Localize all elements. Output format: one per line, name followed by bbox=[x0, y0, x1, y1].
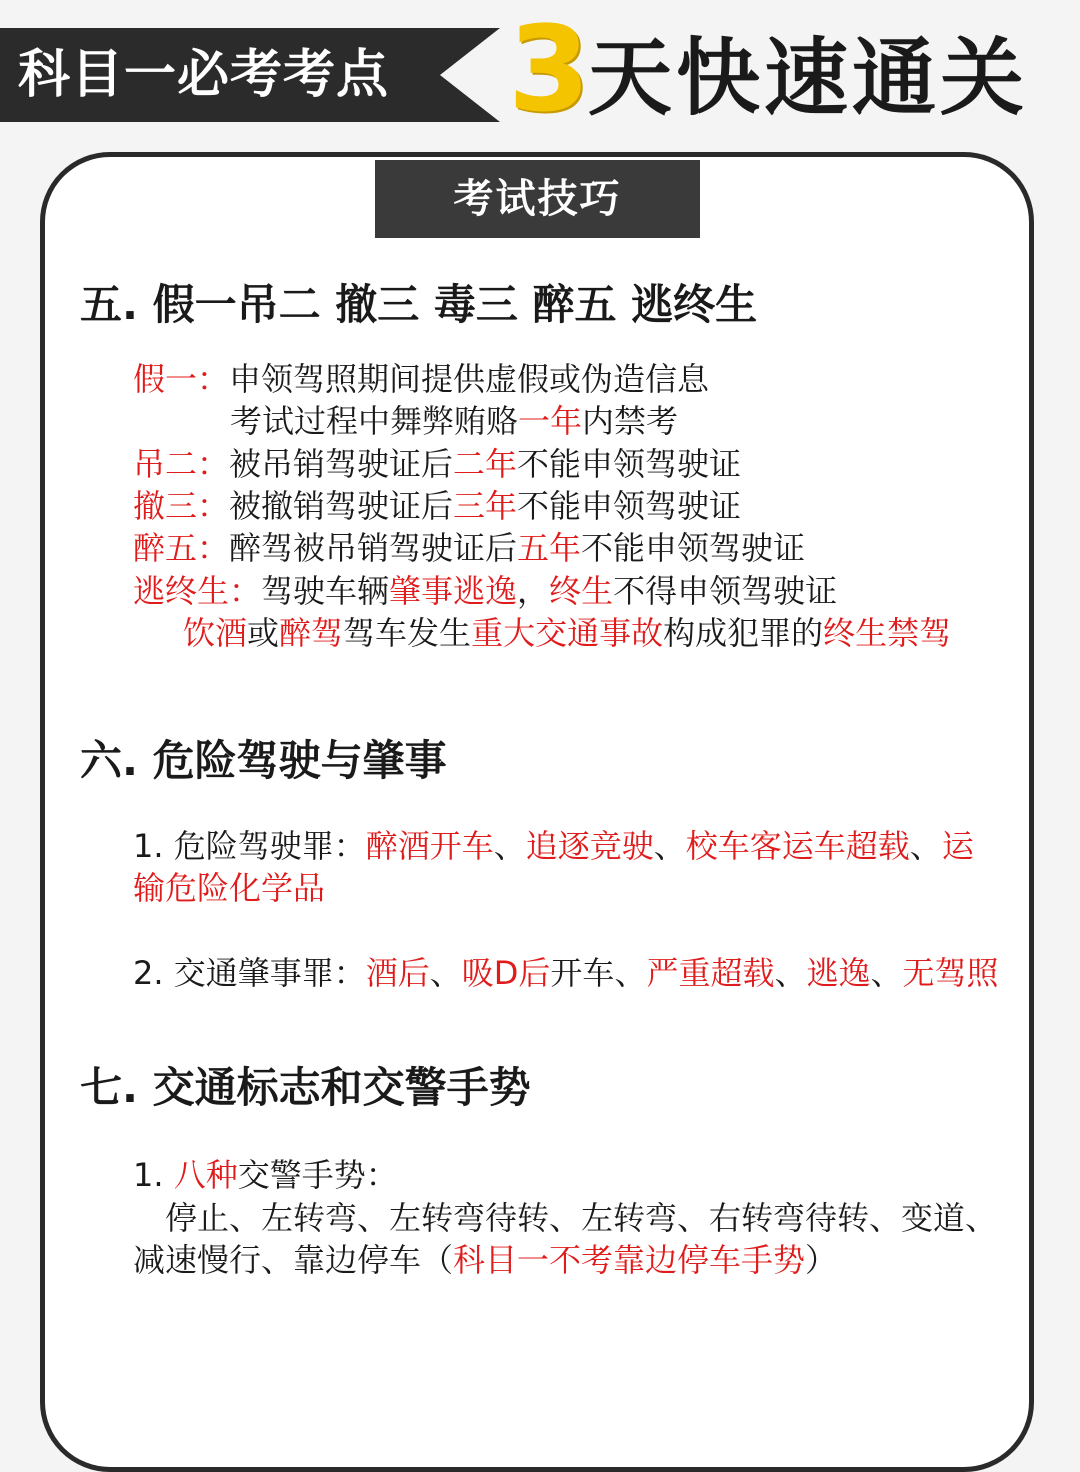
rule-highlight: 五年 bbox=[517, 529, 582, 567]
crime-sep: 、 bbox=[614, 954, 647, 992]
crime-sep: 、 bbox=[493, 827, 526, 865]
rule-label: 吊二： bbox=[133, 445, 230, 483]
rule-label: 撤三： bbox=[133, 487, 230, 525]
crime-highlight: 追逐竞驶 bbox=[525, 827, 654, 865]
rule-highlight: 重大交通事故 bbox=[471, 614, 664, 652]
crime-label: 2. 交通肇事罪： bbox=[133, 954, 366, 992]
gesture-text: 交警手势： bbox=[237, 1156, 398, 1194]
crime-sep: 、 bbox=[909, 827, 942, 865]
crime-highlight: 严重超载 bbox=[646, 954, 775, 992]
crime-highlight: 无驾照 bbox=[902, 954, 999, 992]
rule-highlight: 醉驾 bbox=[279, 614, 344, 652]
rule-jia-line2 bbox=[230, 400, 678, 442]
rule-text: 被吊销驾驶证后 bbox=[229, 445, 454, 483]
rule-text: 不能申领驾驶证 bbox=[581, 529, 806, 567]
crime-highlight: 运 bbox=[941, 827, 974, 865]
rule-highlight: 终生 bbox=[549, 572, 614, 610]
header-number: 3 bbox=[508, 0, 591, 138]
crime-highlight: 逃逸 bbox=[806, 954, 871, 992]
crime-sep: 、 bbox=[870, 954, 903, 992]
section6-title: 六. 危险驾驶与肇事 bbox=[80, 736, 447, 785]
rule-diao bbox=[133, 443, 741, 485]
crime-highlight: 吸D后 bbox=[461, 954, 551, 992]
gesture-text: 减速慢行、靠边停车（ bbox=[133, 1241, 454, 1279]
section7-title: 七. 交通标志和交警手势 bbox=[80, 1063, 531, 1112]
rule-label: 逃终生： bbox=[133, 572, 262, 610]
crime-highlight: 校车客运车超载 bbox=[685, 827, 910, 865]
rule-tao bbox=[133, 570, 837, 612]
rule-highlight: 一年 bbox=[518, 402, 583, 440]
gesture-num: 1. bbox=[133, 1156, 174, 1194]
crime-highlight: 醉酒开车 bbox=[365, 827, 494, 865]
gesture-highlight: 科目一不考靠边停车手势 bbox=[453, 1241, 806, 1279]
rule-text: 醉驾被吊销驾驶证后 bbox=[229, 529, 518, 567]
rule-text: 或 bbox=[247, 614, 280, 652]
rule-highlight: 终生禁驾 bbox=[823, 614, 952, 652]
rule-text: 被撤销驾驶证后 bbox=[229, 487, 454, 525]
rule-che bbox=[133, 485, 741, 527]
rule-label: 醉五： bbox=[133, 529, 230, 567]
gesture-text: 停止、左转弯、左转弯待转、左转弯、右转弯待转、变道、 bbox=[165, 1199, 998, 1237]
crime1-line1 bbox=[133, 825, 974, 867]
rule-text: ， bbox=[517, 572, 550, 610]
rule-highlight: 三年 bbox=[453, 487, 518, 525]
rule-text: 考试过程中舞弊贿赂 bbox=[230, 402, 519, 440]
rule-text: 不得申领驾驶证 bbox=[613, 572, 838, 610]
rule-text: 驾车发生 bbox=[343, 614, 472, 652]
crime-highlight: 酒后 bbox=[365, 954, 430, 992]
crime-highlight: 输危险化学品 bbox=[133, 869, 326, 907]
crime-sep: 、 bbox=[774, 954, 807, 992]
rule-highlight: 二年 bbox=[453, 445, 518, 483]
crime-sep: 、 bbox=[429, 954, 462, 992]
rule-label: 假一： bbox=[133, 360, 230, 398]
gesture-line1 bbox=[133, 1154, 398, 1196]
crime-label: 1. 危险驾驶罪： bbox=[133, 827, 366, 865]
rule-jia-line1 bbox=[133, 358, 709, 400]
tab-label: 考试技巧 bbox=[375, 160, 700, 238]
rule-text: 不能申领驾驶证 bbox=[517, 445, 742, 483]
gesture-highlight: 八种 bbox=[173, 1156, 238, 1194]
crime2-line bbox=[133, 952, 999, 994]
rule-text: 不能申领驾驶证 bbox=[517, 487, 742, 525]
rule-tao-detail bbox=[183, 612, 951, 654]
gesture-line3 bbox=[133, 1239, 837, 1281]
rule-text: 构成犯罪的 bbox=[663, 614, 824, 652]
crime1-line2 bbox=[133, 867, 325, 909]
crime-sep: 、 bbox=[653, 827, 686, 865]
gesture-text: ） bbox=[805, 1241, 838, 1279]
crime-text: 开车 bbox=[550, 954, 615, 992]
rule-text: 驾驶车辆 bbox=[261, 572, 390, 610]
rule-text: 申领驾照期间提供虚假或伪造信息 bbox=[229, 360, 710, 398]
section5-title: 五. 假一吊二 撤三 毒三 醉五 逃终生 bbox=[80, 280, 758, 329]
rule-zui bbox=[133, 527, 805, 569]
rule-text: 内禁考 bbox=[582, 402, 679, 440]
rule-highlight: 肇事逃逸 bbox=[389, 572, 518, 610]
gesture-line2 bbox=[165, 1197, 997, 1239]
header-right-title: 天快速通关 bbox=[588, 29, 1029, 127]
header-left-title: 科目一必考考点 bbox=[18, 45, 390, 105]
rule-highlight: 饮酒 bbox=[183, 614, 248, 652]
